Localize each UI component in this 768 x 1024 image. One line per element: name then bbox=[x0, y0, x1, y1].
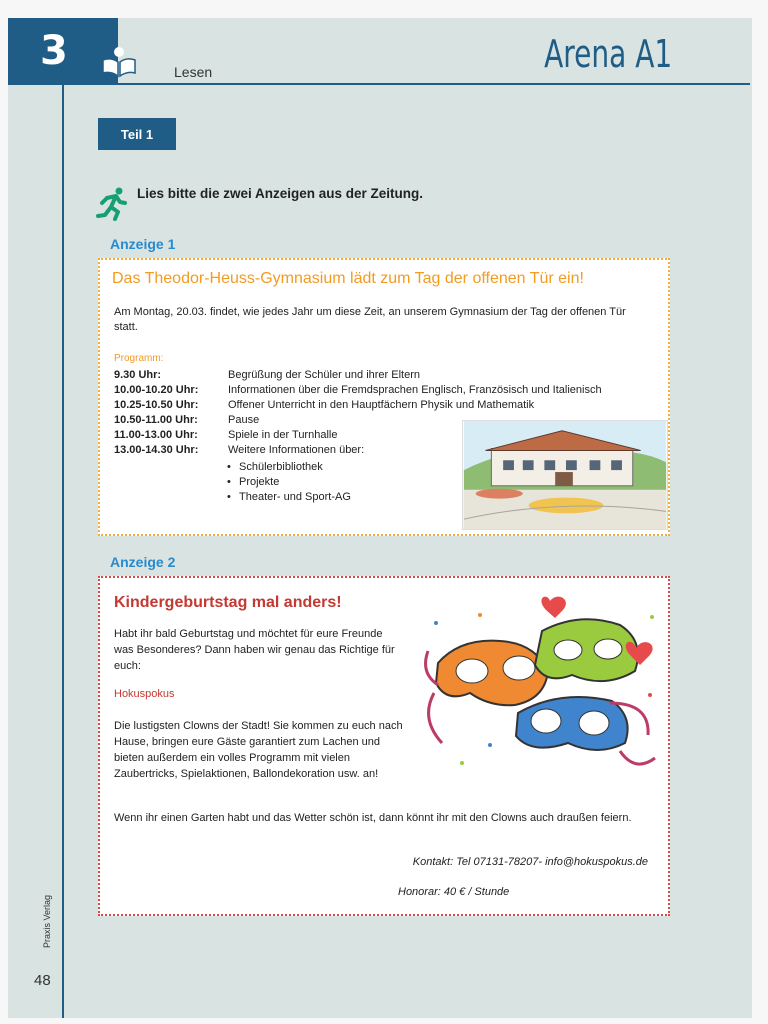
schedule-time: 10.50-11.00 Uhr: bbox=[114, 414, 198, 426]
page-number: 48 bbox=[34, 972, 51, 989]
ad-2 bbox=[98, 576, 670, 916]
program-label: Programm: bbox=[114, 353, 164, 364]
task-instruction: Lies bitte die zwei Anzeigen aus der Zeitung. bbox=[137, 186, 424, 201]
info-topic: • Theater- und Sport-AG bbox=[227, 490, 351, 505]
part-badge: Teil 1 bbox=[98, 118, 176, 150]
runner-icon bbox=[94, 186, 130, 222]
schedule-time: 11.00-13.00 Uhr: bbox=[114, 429, 198, 441]
ad-1-label: Anzeige 1 bbox=[110, 236, 176, 252]
company-name: Hokuspokus bbox=[114, 688, 175, 700]
publisher-label: Praxis Verlag bbox=[42, 894, 52, 948]
ad-2-paragraph: Die lustigsten Clowns der Stadt! Sie kommen zu euch nach Hause, bringen eure Gäste garantiert zum Lachen und bieten außerdem ein volles Programm mit vielen Zaubertricks, Spielaktionen, Ballondekoration usw. an! bbox=[114, 720, 403, 780]
brand-logo: Arena A1 bbox=[543, 32, 672, 76]
ad-1 bbox=[98, 258, 670, 536]
info-topic: • Projekte bbox=[227, 475, 351, 490]
textbook-page bbox=[8, 18, 752, 1018]
party-masks-illustration bbox=[420, 593, 665, 788]
reading-book-icon bbox=[98, 42, 140, 84]
schedule-row bbox=[114, 383, 654, 398]
info-topics-list bbox=[227, 460, 351, 505]
fee-info: Honorar: 40 € / Stunde bbox=[398, 886, 510, 898]
schedule-time: 9.30 Uhr: bbox=[114, 369, 162, 381]
school-building-illustration bbox=[462, 420, 668, 530]
ad-1-heading: Das Theodor-Heuss-Gymnasium lädt zum Tag der offenen Tür ein! bbox=[112, 270, 584, 287]
ad-2-paragraph: Wenn ihr einen Garten habt und das Wetter schön ist, dann könnt ihr mit den Clowns auch draußen feiern. bbox=[114, 812, 632, 824]
ad-2-label: Anzeige 2 bbox=[110, 554, 176, 570]
schedule-time: 13.00-14.30 Uhr: bbox=[114, 444, 199, 456]
schedule-event: Weitere Informationen über: bbox=[228, 444, 365, 456]
schedule-event: Pause bbox=[228, 414, 260, 426]
contact-info: Kontakt: Tel 07131-78207- info@hokuspokus.de bbox=[412, 856, 648, 868]
schedule-event: Begrüßung der Schüler und ihrer Eltern bbox=[228, 369, 420, 381]
schedule-time: 10.00-10.20 Uhr: bbox=[114, 384, 199, 396]
ad-1-intro: Am Montag, 20.03. findet, wie jedes Jahr um diese Zeit, an unserem Gymnasium der Tag der offenen Tür statt. bbox=[114, 306, 626, 333]
section-title: Lesen bbox=[174, 64, 213, 80]
ad-2-paragraph: Habt ihr bald Geburtstag und möchtet für eure Freunde was Besonderes? Dann haben wir genau das Richtige für euch: bbox=[114, 628, 395, 672]
header-rule bbox=[118, 83, 750, 85]
schedule-row bbox=[114, 368, 654, 383]
schedule-row bbox=[114, 398, 654, 413]
chapter-number: 3 bbox=[40, 28, 68, 74]
margin-rule bbox=[62, 85, 64, 1018]
schedule-event: Offener Unterricht in den Hauptfächern Physik und Mathematik bbox=[228, 399, 535, 411]
ad-2-heading: Kindergeburtstag mal anders! bbox=[114, 594, 342, 611]
schedule-time: 10.25-10.50 Uhr: bbox=[114, 399, 199, 411]
schedule-event: Spiele in der Turnhalle bbox=[228, 429, 338, 441]
schedule-event: Informationen über die Fremdsprachen Englisch, Französisch und Italienisch bbox=[228, 384, 602, 396]
info-topic: • Schülerbibliothek bbox=[227, 460, 351, 475]
